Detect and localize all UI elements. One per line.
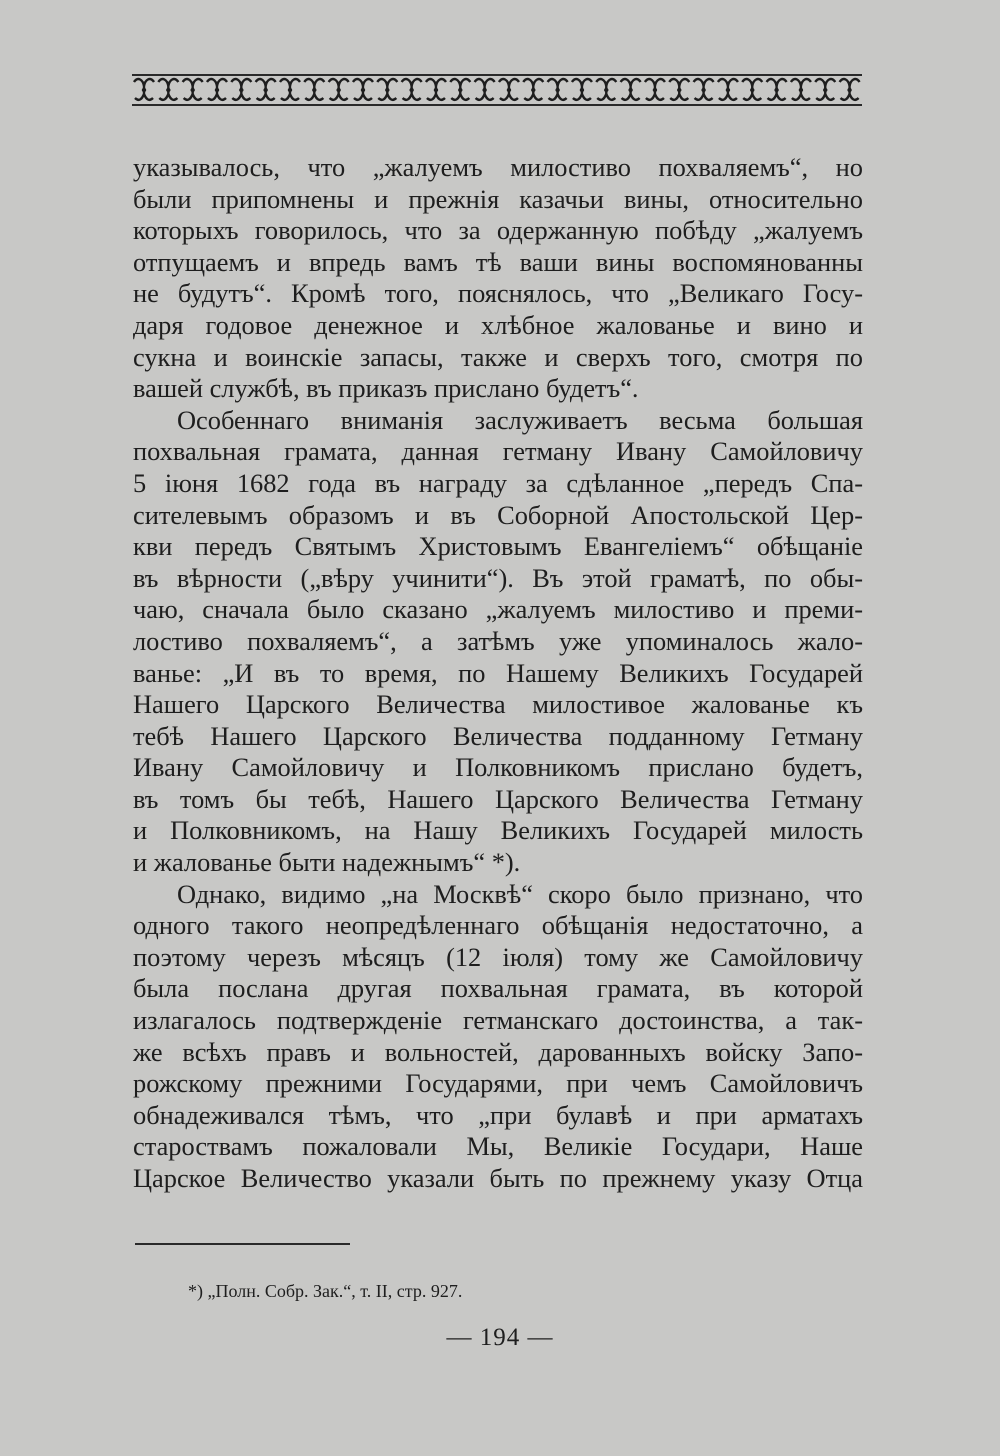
text-line: были припомнены и прежнія казачьи вины, относительно <box>133 183 863 214</box>
text-line: и жалованье быти надежнымъ“ *). <box>133 847 521 878</box>
text-line: Однако, видимо „на Москвѣ“ скоро было признано, что <box>177 878 863 909</box>
ornament-dot <box>361 88 365 92</box>
ornament-dot <box>142 88 146 92</box>
text-line: лостиво похваляемъ“, а затѣмъ уже упоминалось жало- <box>133 625 863 656</box>
text-line: обнадеживался тѣмъ, что „при булавѣ и при арматахъ <box>133 1099 863 1130</box>
ornament-dot <box>677 88 681 92</box>
ornament-dot <box>336 88 340 92</box>
ornament-dot <box>604 88 608 92</box>
ornament-dot <box>263 88 267 92</box>
footnote: *) „Полн. Собр. Зак.“, т. II, стр. 927. <box>188 1281 463 1301</box>
page-number: — 194 — <box>446 1324 554 1351</box>
ornament-dot <box>434 88 438 92</box>
text-line: въ вѣрности („вѣру учинити“). Въ этой граматѣ, по обы- <box>133 562 863 593</box>
ornament-dot <box>312 88 316 92</box>
ornament-dot <box>215 88 219 92</box>
text-line: была послана другая похвальная грамата, въ которой <box>133 973 863 1004</box>
text-line: Ивану Самойловичу и Полковникомъ прислано будетъ, <box>133 752 863 783</box>
text-line: даря годовое денежное и хлѣбное жалованье и вино и <box>133 309 863 340</box>
text-line: сителевымъ образомъ и въ Соборной Апостольской Цер- <box>133 499 863 530</box>
text-line: Особеннаго вниманія заслуживаетъ весьма большая <box>177 404 863 435</box>
ornament-dot <box>774 88 778 92</box>
text-line: въ томъ бы тебѣ, Нашего Царского Величества Гетману <box>133 783 863 814</box>
ornament-dot <box>409 88 413 92</box>
ornament-dot <box>653 88 657 92</box>
text-line: и Полковникомъ, на Нашу Великихъ Государей милость <box>133 815 863 846</box>
ornament-icon <box>132 72 862 108</box>
text-line: вашей службѣ, въ приказъ прислано будетъ“. <box>133 373 639 404</box>
ornament-dot <box>288 88 292 92</box>
text-line: которыхъ говорилось, что за одержанную побѣду „жалуемъ <box>133 215 863 246</box>
text-line: указывалось, что „жалуемъ милостиво похваляемъ“, но <box>133 152 863 182</box>
text-line: поэтому черезъ мѣсяцъ (12 іюля) тому же Самойловичу <box>133 941 863 972</box>
ornament-dot <box>701 88 705 92</box>
text-line: излагалось подтвержденіе гетманскаго достоинства, а так- <box>133 1005 863 1036</box>
ornament-dot <box>507 88 511 92</box>
ornament-dot <box>750 88 754 92</box>
text-line: не будутъ“. Кромѣ того, пояснялось, что „Великаго Госу- <box>133 278 863 309</box>
text-line: рожскому прежними Государями, при чемъ Самойловичъ <box>133 1068 863 1099</box>
ornament-dot <box>847 88 851 92</box>
text-line: Царское Величество указали быть по прежнему указу Отца <box>133 1163 863 1193</box>
ornament-dot <box>482 88 486 92</box>
ornament-dot <box>166 88 170 92</box>
ornament-dot <box>726 88 730 92</box>
ornament-dot <box>555 88 559 92</box>
text-line: же всѣхъ правъ и вольностей, дарованныхъ войску Запо- <box>133 1036 863 1067</box>
text-line: тебѣ Нашего Царского Величества подданному Гетману <box>133 720 863 751</box>
ornament-dot <box>190 88 194 92</box>
ornament-dot <box>239 88 243 92</box>
text-line: староствамъ пожаловали Мы, Великіе Государи, Наше <box>133 1131 863 1162</box>
ornament-dot <box>531 88 535 92</box>
ornament-dot <box>458 88 462 92</box>
ornament-dot <box>580 88 584 92</box>
footnote-rule <box>135 1243 350 1245</box>
text-line: сукна и воинскіе запасы, также и сверхъ того, смотря по <box>133 341 863 372</box>
ornament-dot <box>823 88 827 92</box>
ornament-dot <box>628 88 632 92</box>
text-line: отпущаемъ и впредь вамъ тѣ ваши вины воспомянованны <box>133 246 863 277</box>
text-line: Нашего Царского Величества милостивое жалованье къ <box>133 689 863 720</box>
text-line: 5 іюня 1682 года въ награду за сдѣланное „передъ Спа- <box>133 467 863 498</box>
text-line: похвальная грамата, данная гетману Ивану Самойловичу <box>133 436 863 467</box>
text-line: одного такого неопредѣленнаго обѣщанія недостаточно, а <box>133 910 863 941</box>
ornament-dot <box>385 88 389 92</box>
ornament-dot <box>799 88 803 92</box>
text-line: кви передъ Святымъ Христовымъ Евангеліемъ“ обѣщаніе <box>133 531 863 562</box>
body-text <box>133 152 863 1195</box>
text-line: ванье: „И въ то время, по Нашему Великихъ Государей <box>133 657 863 688</box>
text-line: чаю, сначала было сказано „жалуемъ милостиво и преми- <box>133 594 863 625</box>
